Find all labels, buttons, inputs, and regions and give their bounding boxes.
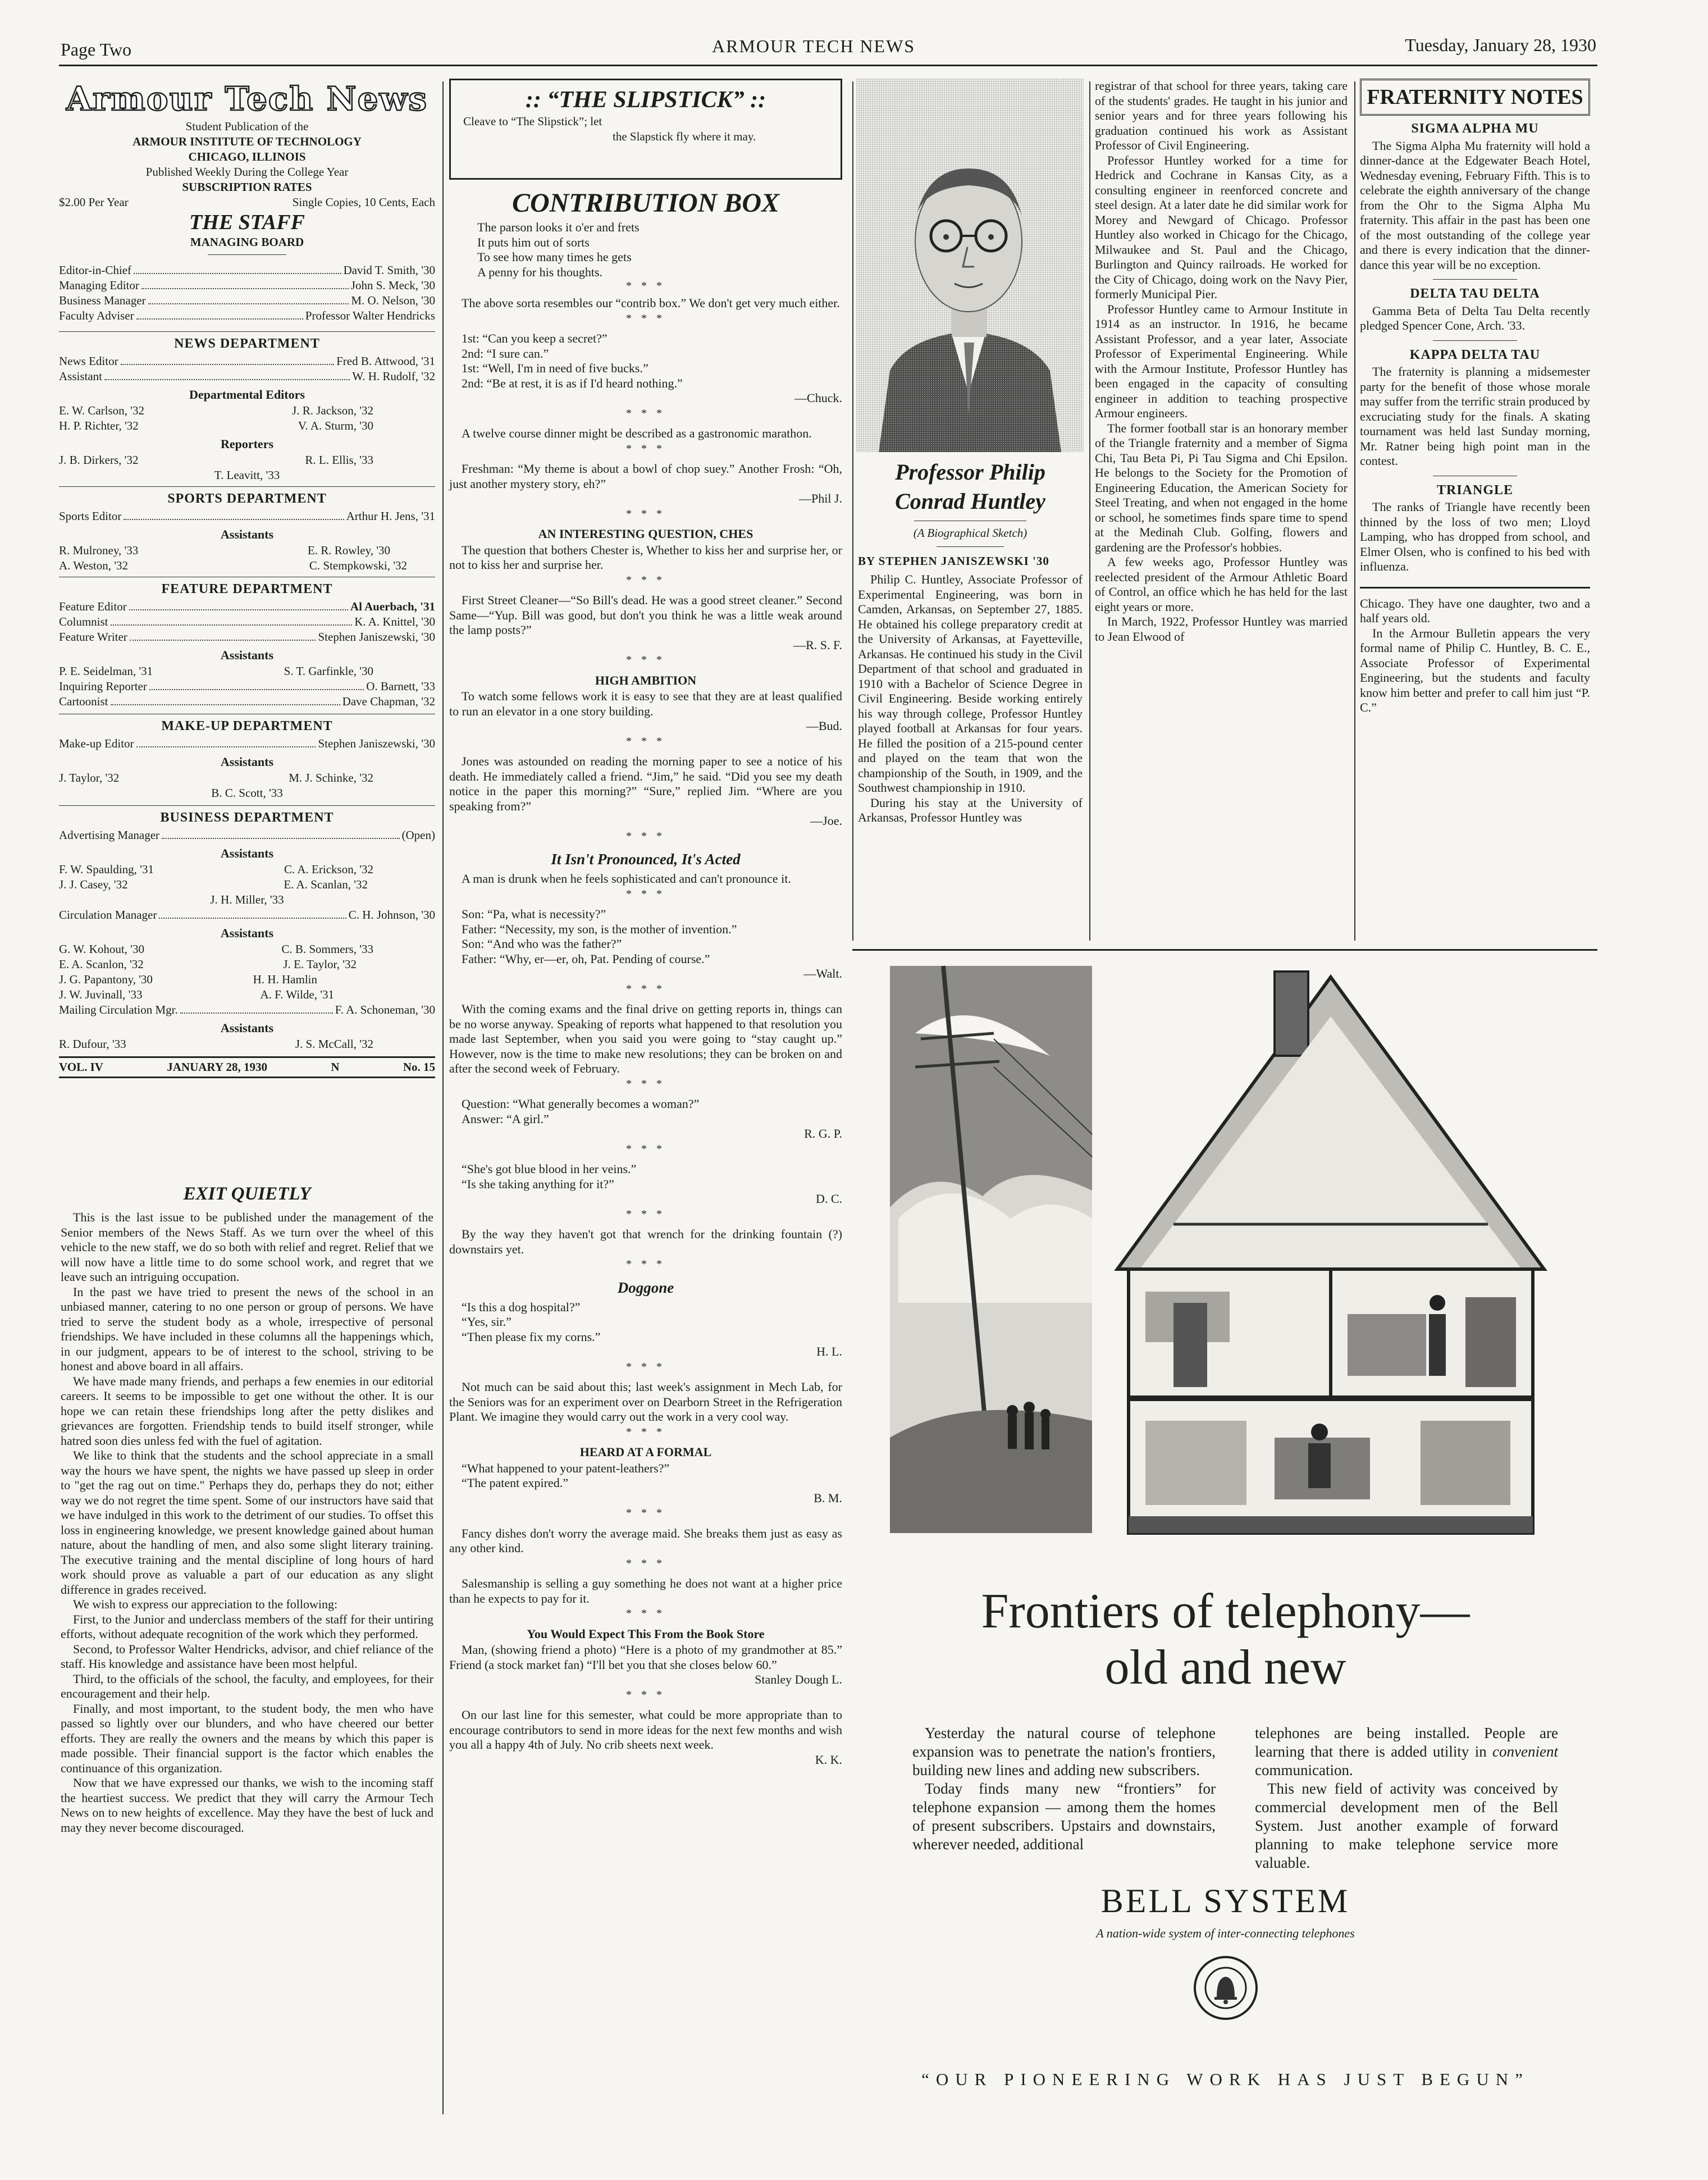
role: Feature Writer — [59, 630, 127, 644]
fraternity-title: FRATERNITY NOTES — [1367, 85, 1583, 109]
name: O. Barnett, '33 — [366, 679, 435, 693]
item-heading: It Isn't Pronounced, It's Acted — [551, 851, 741, 868]
slipstick-item — [449, 331, 842, 421]
assistants-head: Assistants — [220, 926, 274, 940]
name: Al Auerbach, '31 — [350, 600, 435, 613]
separator: * * * — [626, 1077, 665, 1090]
column-rule — [852, 81, 853, 941]
item-line: “Is this a dog hospital?” — [462, 1299, 581, 1314]
profile-title: Conrad Huntley — [895, 489, 1045, 514]
role: Managing Editor — [59, 279, 139, 292]
assistants-head: Assistants — [220, 527, 274, 541]
slipstick-item — [449, 907, 842, 996]
portrait-image — [856, 79, 1084, 452]
paragraph: The former football star is an honorary member of the Triangle fraternity and a member of Sigma Chi, Tau Beta Pi, Pi Tau Sigma and Chi Epsilon. He belongs to the Society for the Promotion of Engineering Education, the American Society for Steel Treating, and when not engaged in the home or school, he sometimes finds spare time to spend at the Medinah Club. Golfing, flowers and gardening are the Professor's hobbies. — [1095, 421, 1348, 554]
slipstick-item — [449, 1162, 842, 1221]
paragraph: The fraternity is planning a midsemester party for the benefit of those whose morale may suffer from the terrific strain produced by excruciating study for the finals. A skating tournament was held last Sunday morning, Mr. Ratner being high point man in the contest. — [1360, 364, 1590, 468]
masthead-line: Student Publication of the — [185, 120, 309, 133]
slipstick-item — [449, 673, 842, 749]
board-list — [59, 263, 435, 323]
column-rule — [442, 81, 444, 2114]
role: Mailing Circulation Mgr. — [59, 1003, 178, 1016]
paragraph: Finally, and most important, to the student body, the men who have passed so lightly over our blunders, and who have cheered our better efforts. They are really the owners and the means by which this paper is made possible. Their financial support is the factor which enables the continuance of this organization. — [61, 1701, 433, 1775]
paragraph: In March, 1922, Professor Huntley was married to Jean Elwood of — [1095, 614, 1348, 644]
role: Inquiring Reporter — [59, 679, 147, 693]
separator: * * * — [626, 735, 665, 747]
contribution-box-title: CONTRIBUTION BOX — [512, 188, 780, 218]
section-head: SIGMA ALPHA MU — [1411, 121, 1539, 136]
divider — [208, 254, 286, 255]
separator: * * * — [626, 1207, 665, 1220]
news-dept-head: NEWS DEPARTMENT — [174, 336, 320, 351]
paragraph: We wish to express our appreciation to the following: — [73, 1597, 338, 1611]
item-heading: You Would Expect This From the Book Store — [527, 1626, 765, 1641]
name: J. B. Dirkers, '32 — [59, 453, 139, 467]
slipstick-item — [449, 426, 842, 456]
slipstick-item — [449, 1445, 842, 1521]
name: R. L. Ellis, '33 — [305, 453, 373, 467]
volume: VOL. IV — [59, 1060, 103, 1074]
name: R. Dufour, '33 — [59, 1037, 126, 1051]
sports-dept-head: SPORTS DEPARTMENT — [167, 491, 327, 506]
role: Business Manager — [59, 294, 146, 307]
item-attribution: —Joe. — [810, 814, 842, 828]
name: P. E. Seidelman, '31 — [59, 664, 153, 678]
name: Stephen Janiszewski, '30 — [318, 630, 435, 644]
name: M. J. Schinke, '32 — [289, 771, 373, 785]
role: Faculty Adviser — [59, 309, 134, 322]
slipstick-item — [449, 1627, 842, 1703]
copy-text: telephones are being installed. People are learning that there is added utility in — [1255, 1725, 1558, 1760]
paragraph: Gamma Beta of Delta Tau Delta recently pledged Spencer Cone, Arch. '33. — [1360, 303, 1590, 332]
separator: * * * — [626, 442, 665, 455]
separator: * * * — [626, 887, 665, 900]
column-rule — [1354, 81, 1355, 941]
copy-emphasis: convenient — [1492, 1743, 1558, 1760]
paragraph: Chicago. They have one daughter, two and a half years old. — [1360, 596, 1590, 625]
item-text: Not much can be said about this; last week's assignment in Mech Lab, for the Seniors was for an experiment over on Dearborn Street in the Refrigeration Plant. We imagine they would carry out the work in a very cool way. — [449, 1380, 842, 1424]
fraternity-notes — [1360, 79, 1590, 715]
name: Arthur H. Jens, '31 — [346, 509, 435, 523]
paragraph: In the past we have tried to present the news of the school in an unbiased manner, catering to no one person or group of persons. We have tried to serve the student body as a whole, irrespective of personal friendships. We have included in these columns all the happenings which, in our judgment, appears to be of interest to the school, striving to be honest and above board in all affairs. — [61, 1284, 433, 1373]
profile-body — [858, 572, 1083, 826]
item-line: “She's got blue blood in her veins.” — [462, 1162, 637, 1176]
slipstick-item — [449, 1227, 842, 1272]
separator: * * * — [626, 573, 665, 586]
item-line: Question: “What generally becomes a woman?” — [462, 1097, 700, 1111]
name: J. G. Papantony, '30 — [59, 973, 153, 986]
poem-line: To see how many times he gets — [477, 250, 632, 264]
item-text: Jones was astounded on reading the morning paper to see a notice of his death. He immediately called a friend. “Jim,” he said. “Did you see my death notice in the paper this morning?” “Sure,” replied Jim. “Where are you speaking from?” — [449, 754, 842, 813]
assistants-head: Assistants — [220, 648, 274, 662]
item-attribution: D. C. — [815, 1192, 842, 1206]
role: Cartoonist — [59, 695, 108, 708]
item-attribution: —Bud. — [806, 719, 842, 733]
item-attribution: —Chuck. — [794, 391, 842, 405]
separator: * * * — [626, 407, 665, 419]
paragraph: The ranks of Triangle have recently been thinned by the loss of two men; Lloyd Lamping, who has dropped from school, and Elmer Olsen, who is confined to his bed with influenza. — [1360, 500, 1590, 573]
item-text: Man, (showing friend a photo) “Here is a photo of my grandmother at 85.” Friend (a stock market fan) “I'll bet you that she closes below 60.” — [449, 1643, 842, 1672]
paragraph: Professor Huntley worked for a time for Hedrick and Cochrane in Kansas City, as a consulting engineer in reenforced concrete and steel design. At a later date he did similar work for Morey and Newgard of Chicago. Professor Huntley also worked in Chicago for the Chicago, Milwaukee and St. Paul and the Chicago, Burlington and Quincy railroads. He worked for the City of Chicago, doing work on the Navy Pier, formerly Municipal Pier. — [1095, 153, 1348, 301]
slipstick-item — [449, 1380, 842, 1439]
poem-line: A penny for his thoughts. — [477, 264, 603, 279]
name: B. C. Scott, '33 — [211, 786, 283, 800]
item-text: A man is drunk when he feels sophisticated and can't pronounce it. — [462, 872, 791, 886]
profile-article — [858, 458, 1083, 826]
managing-board-head: MANAGING BOARD — [190, 235, 304, 249]
paragraph: registrar of that school for three years, taking care of the students' grades. He taught in his junior and senior years and for three years following his graduation continued his work as Assistant Professor of Civil Engineering. — [1095, 79, 1348, 152]
editorial — [61, 1182, 433, 1835]
item-line: “The patent expired.” — [462, 1476, 568, 1490]
ad-copy-right — [1255, 1724, 1558, 1872]
separator: * * * — [626, 1258, 665, 1270]
separator: * * * — [626, 280, 665, 292]
name: Fred B. Attwood, '31 — [336, 354, 435, 368]
editorial-body — [61, 1210, 433, 1835]
name: C. B. Sommers, '33 — [281, 942, 373, 956]
masthead-line: CHICAGO, ILLINOIS — [188, 150, 306, 163]
separator: * * * — [626, 654, 665, 666]
paragraph: Philip C. Huntley, Associate Professor of Experimental Engineering, was born in Camden, Arkansas, on September 27, 1885. He obtained his college preparatory credit at the University of Arkansas, at Fayetteville, Arkansas. He continued his study in the Civil Department of that school and graduated in 1910 with a Bachelor of Science Degree in Civil Engineering. Beside working entirely his way through college, Professor Huntley played football at Arkansas for four years. He filled the position of a 215-pound center and played on the team that won the championship of the South, in 1909, and the Southwest championship in 1910. — [858, 572, 1083, 795]
separator: * * * — [626, 507, 665, 520]
name: G. W. Kohout, '30 — [59, 942, 144, 956]
separator: * * * — [626, 1142, 665, 1155]
slipstick-item — [449, 296, 842, 326]
paragraph: This is the last issue to be published under the management of the Senior members of the News Staff. As we turn over the wheel of this vehicle to the new staff, we do so both with relief and regret. Relief that we will now have a little time to do some school work, and regret that we leave such an intriguing occupation. — [61, 1210, 433, 1284]
ad-footer-slogan: “OUR PIONEERING WORK HAS JUST BEGUN” — [921, 2069, 1529, 2089]
separator: * * * — [626, 1607, 665, 1620]
item-line: Father: “Necessity, my son, is the mother of invention.” — [462, 922, 737, 936]
ad-copy-left — [912, 1724, 1216, 1854]
paragraph: In the Armour Bulletin appears the very formal name of Philip C. Huntley, B. C. E., Associate Professor of Experimental Engineering, but the students and faculty know him better and prefer to call him just “P. C.” — [1360, 626, 1590, 714]
slipstick-item — [449, 1576, 842, 1621]
name: C. Stempkowski, '32 — [309, 559, 407, 572]
frontier-scene — [890, 966, 1092, 1533]
dept-editors-head: Departmental Editors — [189, 387, 305, 402]
issue-date-line: JANUARY 28, 1930 — [167, 1060, 267, 1074]
paragraph: We have made many friends, and perhaps a few enemies in our editorial careers. It seems to be impossible to get one without the other. It is our hope we can retain these friendships long after the petty dislikes and grievances are forgotten. Friendship tends to build itself stronger, while hatred soon dies unless fed with the fuel of agitation. — [61, 1374, 433, 1448]
name: Dave Chapman, '32 — [342, 695, 435, 708]
item-line: “Is she taking anything for it?” — [462, 1176, 614, 1191]
item-line: “Yes, sir.” — [462, 1315, 512, 1329]
slipstick-item — [449, 1097, 842, 1156]
copy-text: communication. — [1255, 1762, 1353, 1778]
item-attribution: K. K. — [815, 1752, 842, 1767]
ad-top-rule — [852, 949, 1597, 951]
item-line: Father: “Why, er—er, oh, Pat. Pending of course.” — [462, 951, 710, 966]
ad-illustration — [882, 955, 1583, 1550]
bell-logo-icon — [1192, 1954, 1259, 2022]
volume-line — [59, 1058, 435, 1077]
profile-body-continued — [1095, 79, 1348, 644]
paragraph: Second, to Professor Walter Hendricks, advisor, and chief reliance of the staff. His knowledge and assistance have been most helpful. — [61, 1641, 433, 1671]
item-attribution: —R. S. F. — [793, 637, 842, 652]
bell-brand: BELL SYSTEM — [1100, 1882, 1350, 1919]
separator: * * * — [626, 982, 665, 995]
name: J. R. Jackson, '32 — [292, 404, 373, 417]
name: W. H. Rudolf, '32 — [352, 370, 435, 383]
assistants-head: Assistants — [220, 846, 274, 860]
paragraph: During his stay at the University of Arkansas, Professor Huntley was — [858, 795, 1083, 824]
item-text: First Street Cleaner—“So Bill's dead. He was a good street cleaner.” Second Same—“Yup. Bill was good, but don't you think he was a little weak around the lamp posts?” — [449, 593, 842, 637]
slipstick-motto: Cleave to “The Slipstick”; let — [463, 115, 602, 128]
slipstick-box — [449, 79, 842, 180]
name: V. A. Sturm, '30 — [298, 419, 373, 432]
masthead-line: ARMOUR INSTITUTE OF TECHNOLOGY — [133, 135, 362, 148]
separator: * * * — [626, 312, 665, 325]
slipstick-item — [449, 1002, 842, 1091]
item-attribution: Stanley Dough L. — [755, 1672, 842, 1686]
item-text: The question that bothers Chester is, Whether to kiss her and surprise her, or not to kiss her and surprise her. — [449, 542, 842, 572]
subscription-rates — [59, 195, 435, 210]
item-text: Freshman: “My theme is about a bowl of chop suey.” Another Frosh: “Oh, just another mystery story, eh?” — [449, 462, 842, 491]
slipstick-title: :: “THE SLIPSTICK” :: — [525, 87, 766, 113]
separator: * * * — [626, 1425, 665, 1438]
name: E. W. Carlson, '32 — [59, 404, 144, 417]
slipstick-item — [449, 754, 842, 843]
name: F. W. Spaulding, '31 — [59, 863, 154, 876]
section-head: TRIANGLE — [1436, 482, 1514, 498]
name: S. T. Garfinkle, '30 — [284, 664, 373, 678]
name: David T. Smith, '30 — [343, 263, 435, 277]
paragraph: The Sigma Alpha Mu fraternity will hold a dinner-dance at the Edgewater Beach Hotel, Wednesday evening, February Fifth. This is to celebrate the eighth anniversary of the change from the Ohr to the Sigma Alpha Mu fraternity. This affair in the past has been one of the most outstanding of the college year and there is every indication that the dinner-dance this year will be no exception. — [1360, 138, 1590, 272]
slipstick-column — [449, 79, 842, 1773]
item-text: On our last line for this semester, what could be more appropriate than to encourage contributors to send in more ideas for the next few months and wish you all a happy 4th of July. No crib sheets next week. — [449, 1708, 842, 1752]
item-text: A twelve course dinner might be described as a gastronomic marathon. — [462, 426, 812, 440]
paper-name: ARMOUR TECH NEWS — [712, 36, 916, 56]
portrait-photo — [856, 79, 1084, 452]
masthead-title: Armour Tech News — [66, 80, 428, 118]
name: C. A. Erickson, '32 — [284, 863, 373, 876]
role: Make-up Editor — [59, 737, 134, 750]
slipstick-poem — [449, 220, 842, 280]
paragraph: Professor Huntley came to Armour Institute in 1914 as an instructor. In 1916, he became Assistant Professor, and a year later, Associate Professor of Experimental Engineering. While with the Armour Institute, Professor Huntley has been engaged in the capacity of consulting engineer in addition to teaching prospective Armour engineers. — [1095, 302, 1348, 420]
makeup-dept-head: MAKE-UP DEPARTMENT — [161, 719, 333, 733]
page-header — [61, 35, 1596, 61]
n-mark: N — [331, 1060, 340, 1074]
item-line: Son: “Pa, what is necessity?” — [462, 907, 606, 921]
fraternity-title-box — [1360, 79, 1590, 116]
slipstick-item — [449, 462, 842, 521]
paragraph: Today finds many new “frontiers” for telephone expansion — among them the homes of present subscribers. Upstairs and downstairs, wherever needed, additional — [912, 1780, 1216, 1853]
separator: * * * — [626, 1557, 665, 1570]
name: H. H. Hamlin — [253, 973, 317, 986]
headline-line: old and new — [1104, 1640, 1346, 1695]
item-line: 1st: “Well, I'm in need of five bucks.” — [462, 361, 649, 375]
role: News Editor — [59, 354, 118, 368]
staff-title: THE STAFF — [189, 211, 305, 234]
role: Assistant — [59, 370, 103, 383]
name: J. W. Juvinall, '33 — [59, 988, 143, 1001]
name: A. F. Wilde, '31 — [260, 988, 334, 1001]
item-line: “Then please fix my corns.” — [462, 1329, 601, 1344]
item-text: Fancy dishes don't worry the average maid. She breaks them just as easy as any other kind. — [449, 1526, 842, 1555]
name: (Open) — [401, 828, 435, 842]
bell-ad — [856, 955, 1595, 2145]
profile-title: Professor Philip — [895, 459, 1045, 485]
page-number: Page Two — [61, 39, 132, 60]
separator: * * * — [626, 1360, 665, 1373]
byline: BY STEPHEN JANISZEWSKI '30 — [858, 554, 1049, 568]
role: Editor-in-Chief — [59, 263, 132, 277]
name: E. A. Scanlan, '32 — [284, 878, 368, 891]
item-text: The above sorta resembles our “contrib box.” We don't get very much either. — [462, 296, 840, 310]
section-head: DELTA TAU DELTA — [1410, 286, 1540, 301]
section-head: KAPPA DELTA TAU — [1409, 347, 1541, 362]
item-heading: Doggone — [617, 1279, 674, 1296]
separator: * * * — [626, 1688, 665, 1701]
item-attribution: —Walt. — [803, 966, 842, 980]
paragraph: Yesterday the natural course of telephone expansion was to penetrate the nation's frontiers, building new lines and adding new subscribers. — [912, 1725, 1216, 1778]
item-text: Salesmanship is selling a guy something he does not want at a higher price than he expects to pay for it. — [449, 1576, 842, 1606]
name: J. J. Casey, '32 — [59, 878, 128, 891]
ad-headline — [856, 1584, 1595, 1696]
name: T. Leavitt, '33 — [214, 468, 280, 482]
assistants-head: Assistants — [220, 1021, 274, 1035]
name: M. O. Nelson, '30 — [351, 294, 435, 307]
item-text: By the way they haven't got that wrench for the drinking fountain (?) downstairs yet. — [449, 1227, 842, 1256]
paragraph: Now that we have expressed our thanks, we wish to the incoming staff the heartiest success. We predict that they will carry the Armour Tech News on to new heights of excellence. May they have the best of luck and may they never become discouraged. — [61, 1776, 433, 1835]
item-heading: HEARD AT A FORMAL — [579, 1445, 712, 1459]
slipstick-motto: the Slapstick fly where it may. — [613, 130, 756, 143]
paragraph: We like to think that the students and the school appreciate in a small way the hours we have spent, the nights we have passed up sleep in order to "get the rag out on time." Perhaps they do, perhaps they do not; either way we do not regret the time spent. Some of our instructors have said that we have indulged in this work to the detriment of our studies. To offset this loss in engineering knowledge, we present knowledge gained about human nature, about the handling of men, and also some slight literary training. The executive training and the mental discipline of long hours of hard work should prove as valuable a part of our education as any slight difference in grades received. — [61, 1448, 433, 1597]
name: K. A. Knittel, '30 — [354, 615, 435, 628]
name: Professor Walter Hendricks — [305, 309, 435, 322]
profile-subtitle: (A Biographical Sketch) — [913, 526, 1027, 540]
name: R. Mulroney, '33 — [59, 544, 139, 557]
poem-line: It puts him out of sorts — [477, 235, 590, 249]
item-text: With the coming exams and the final drive on getting reports in, things can be no worse anyway. Speaking of reports what happened to that resolution you made last September, when you said you were going to “stay caught up.” However, now is the time to make new resolutions; they can be broken on and after the second week of February. — [449, 1002, 842, 1075]
slipstick-item — [449, 849, 842, 901]
slipstick-item — [449, 1526, 842, 1571]
role: Sports Editor — [59, 509, 122, 523]
fraternity-body — [1360, 121, 1590, 715]
rate-year: $2.00 Per Year — [59, 195, 129, 209]
name: John S. Meck, '30 — [350, 279, 435, 292]
paragraph: First, to the Junior and underclass members of the staff for their untiring efforts, without adequate recognition of the work which they performed. — [61, 1612, 433, 1641]
separator: * * * — [626, 829, 665, 842]
masthead-line: Published Weekly During the College Year — [145, 165, 349, 179]
item-line: 2nd: “Be at rest, it is as if I'd heard nothing.” — [462, 376, 683, 390]
headline-line: Frontiers of telephony— — [981, 1584, 1470, 1639]
name: J. Taylor, '32 — [59, 771, 120, 785]
issue-number: No. 15 — [403, 1060, 435, 1074]
reporters-head: Reporters — [220, 437, 274, 451]
name: E. A. Scanlon, '32 — [59, 957, 144, 971]
feature-dept-head: FEATURE DEPARTMENT — [161, 582, 333, 596]
item-attribution: H. L. — [816, 1344, 842, 1358]
bell-tagline: A nation-wide system of inter-connecting telephones — [1096, 1926, 1355, 1940]
issue-date: Tuesday, January 28, 1930 — [1405, 35, 1596, 55]
masthead-line: SUBSCRIPTION RATES — [182, 180, 312, 194]
role: Advertising Manager — [59, 828, 160, 842]
item-line: 2nd: “I sure can.” — [462, 346, 549, 361]
poem-line: The parson looks it o'er and frets — [477, 220, 640, 234]
paragraph: Third, to the officials of the school, the faculty, and employees, for their encouragement and their help. — [61, 1671, 433, 1700]
item-line: “What happened to your patent-leathers?” — [462, 1461, 670, 1475]
name: H. P. Richter, '32 — [59, 419, 139, 432]
business-dept-head: BUSINESS DEPARTMENT — [160, 810, 334, 825]
paragraph: This new field of activity was conceived by commercial development men of the Bell System. Just another example of forward planning to make telephone service more valuable. — [1255, 1780, 1558, 1871]
slipstick-items — [449, 296, 842, 1767]
name: J. H. Miller, '33 — [210, 893, 284, 906]
item-attribution: B. M. — [814, 1490, 842, 1505]
name: C. H. Johnson, '30 — [348, 908, 435, 922]
assistants-head: Assistants — [220, 755, 274, 769]
slipstick-item — [449, 527, 842, 587]
separator: * * * — [626, 1507, 665, 1519]
editorial-title: EXIT QUIETLY — [183, 1184, 311, 1204]
item-line: Son: “And who was the father?” — [462, 937, 622, 951]
role: Circulation Manager — [59, 908, 157, 922]
name: A. Weston, '32 — [59, 559, 129, 572]
name: Stephen Janiszewski, '30 — [318, 737, 435, 750]
slipstick-item — [449, 1278, 842, 1375]
name: F. A. Schoneman, '30 — [335, 1003, 435, 1016]
slipstick-item — [449, 1708, 842, 1767]
slipstick-item — [449, 593, 842, 668]
item-attribution: —Phil J. — [798, 491, 842, 505]
item-heading: AN INTERESTING QUESTION, CHES — [538, 527, 753, 541]
item-attribution: R. G. P. — [804, 1127, 842, 1141]
item-heading: HIGH AMBITION — [595, 673, 697, 687]
role: Feature Editor — [59, 600, 127, 613]
role: Columnist — [59, 615, 108, 628]
rate-single: Single Copies, 10 Cents, Each — [292, 195, 435, 209]
name: J. E. Taylor, '32 — [283, 957, 357, 971]
name: E. R. Rowley, '30 — [307, 544, 390, 557]
name: J. S. McCall, '32 — [295, 1037, 373, 1051]
masthead — [59, 79, 435, 1078]
paragraph: A few weeks ago, Professor Huntley was reelected president of the Armour Athletic Board of Control, an office which he has held for the last eight years or more. — [1095, 555, 1348, 614]
item-line: Answer: “A girl.” — [462, 1111, 549, 1126]
column-rule — [1089, 81, 1090, 941]
item-line: 1st: “Can you keep a secret?” — [462, 331, 608, 345]
item-text: To watch some fellows work it is easy to see that they are at least qualified to run an elevator in a one story building. — [449, 689, 842, 718]
header-rule — [59, 65, 1597, 66]
